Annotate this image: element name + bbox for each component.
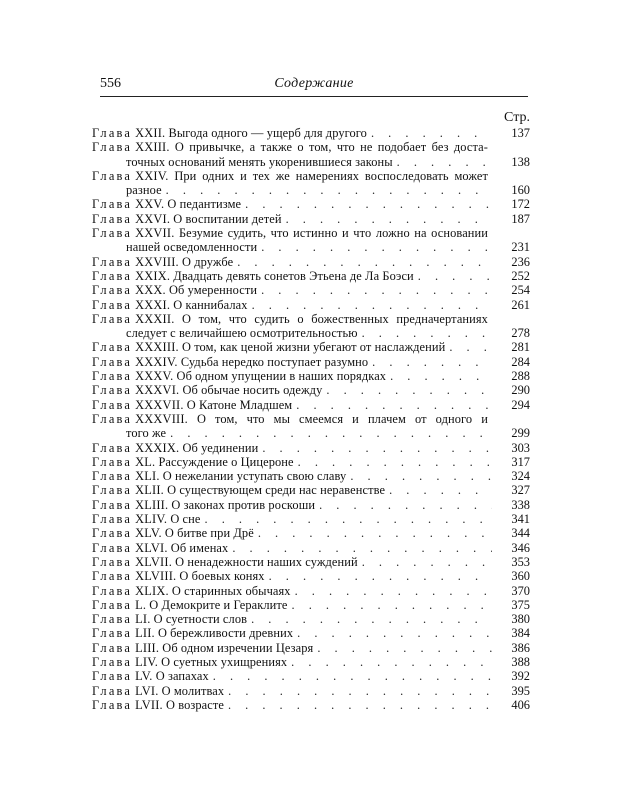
chapter-number: XXVIII. (135, 254, 179, 269)
toc-entry-line (92, 498, 530, 512)
chapter-title: Об именах (170, 540, 229, 555)
toc-entry-line (92, 226, 530, 240)
page-ref: 284 (511, 354, 530, 369)
toc-entry (92, 412, 530, 441)
chapter-number: XXXI. (135, 297, 171, 312)
page-ref: 187 (511, 211, 530, 226)
leader-dots (298, 455, 492, 469)
page-header (100, 76, 528, 94)
page-ref: 290 (511, 383, 530, 398)
page-ref: 231 (511, 240, 530, 255)
page-ref: 288 (511, 369, 530, 384)
leader-dots (449, 340, 492, 354)
page-column-heading: Стр. (504, 110, 530, 125)
toc-entry (92, 469, 530, 483)
header-rule (100, 96, 528, 97)
chapter-label: Глава (92, 526, 133, 541)
toc-entry (92, 383, 530, 397)
chapter-number: XLVIII. (135, 569, 177, 584)
toc-entry-line (92, 140, 530, 154)
chapter-title: Об одном изречении Цезаря (162, 640, 314, 655)
leader-dots (228, 698, 492, 712)
toc-entry-line (92, 512, 530, 526)
chapter-label: Глава (92, 612, 133, 627)
chapter-label: Глава (92, 669, 133, 684)
chapter-title: О законах против роскоши (171, 497, 316, 512)
page-ref: 360 (511, 569, 530, 584)
page-ref: 388 (511, 654, 530, 669)
chapter-label: Глава (92, 483, 133, 498)
page-ref: 137 (511, 126, 530, 140)
chapter-number: XXV. (135, 197, 165, 212)
toc-entry-line (92, 641, 530, 655)
chapter-label: Глава (92, 211, 133, 226)
leader-dots (297, 626, 492, 640)
chapter-label: Глава (92, 440, 133, 455)
leader-dots (372, 355, 492, 369)
toc-entry (92, 398, 530, 412)
leader-dots (350, 469, 492, 483)
page-ref: 299 (511, 426, 530, 441)
chapter-label: Глава (92, 626, 133, 641)
toc-entry (92, 655, 530, 669)
chapter-title: О сне (170, 512, 201, 527)
toc-entry-line (92, 197, 530, 211)
toc-entry (92, 355, 530, 369)
chapter-number: XLIV. (135, 512, 168, 527)
chapter-label: Глава (92, 597, 133, 612)
chapter-label: Глава (92, 469, 133, 484)
chapter-label: Глава (92, 254, 133, 269)
page-ref: 278 (511, 326, 530, 341)
toc-entry-line (92, 212, 530, 226)
toc-entry-line (92, 298, 530, 312)
page-ref: 380 (511, 612, 530, 627)
page-ref: 392 (511, 669, 530, 684)
chapter-title: Об уединении (182, 440, 259, 455)
chapter-number: XLII. (135, 483, 164, 498)
page-ref: 303 (511, 440, 530, 455)
toc-entry-line (92, 383, 530, 397)
page-ref: 386 (511, 640, 530, 655)
chapter-label: Глава (92, 683, 133, 698)
chapter-number: XXXVIII. (135, 411, 188, 426)
toc-entry-line (92, 469, 530, 483)
chapter-label: Глава (92, 697, 133, 712)
page-number: 556 (100, 76, 121, 91)
chapter-number: LVI. (135, 683, 159, 698)
chapter-title: О педантизме (167, 197, 242, 212)
leader-dots (170, 426, 492, 440)
toc-entry (92, 269, 530, 283)
leader-dots (397, 155, 492, 169)
toc-entry (92, 312, 530, 341)
chapter-label: Глава (92, 369, 133, 384)
page-ref: 294 (511, 397, 530, 412)
leader-dots (261, 240, 492, 254)
page-ref: 172 (511, 197, 530, 212)
chapter-title-continuation: следует с величайшею осмотрительностью (126, 326, 358, 341)
page-ref: 406 (511, 697, 530, 712)
toc-entry (92, 197, 530, 211)
toc-entry (92, 584, 530, 598)
chapter-number: XXXVI. (135, 383, 180, 398)
page-ref: 138 (511, 154, 530, 169)
toc-entry (92, 669, 530, 683)
toc-entry-line (92, 169, 530, 183)
page-ref: 254 (511, 283, 530, 298)
leader-dots (232, 541, 492, 555)
chapter-label: Глава (92, 569, 133, 584)
running-title: Содержание (274, 76, 354, 91)
chapter-label: Глава (92, 340, 133, 355)
toc-entry-line (92, 369, 530, 383)
chapter-title: О том, что судить о божественных предначертаниях (182, 311, 488, 326)
chapter-number: XLVI. (135, 540, 168, 555)
toc-entry (92, 526, 530, 540)
chapter-title: О суетности слов (153, 612, 248, 627)
leader-dots (296, 398, 492, 412)
chapter-number: XXIX. (135, 268, 171, 283)
toc-entry (92, 612, 530, 626)
chapter-title: О молитвах (161, 683, 225, 698)
chapter-title: О Демокрите и Гераклите (149, 597, 288, 612)
chapter-label: Глава (92, 354, 133, 369)
chapter-number: XXXIX. (135, 440, 180, 455)
chapter-title: О нежелании уступать свою славу (162, 469, 347, 484)
table-of-contents (92, 126, 530, 712)
chapter-number: XLVII. (135, 554, 172, 569)
chapter-title: Судьба нередко поступает разумно (180, 354, 369, 369)
chapter-title: О бережливости древних (157, 626, 294, 641)
chapter-number: LI. (135, 612, 151, 627)
toc-entry-line (92, 283, 530, 297)
chapter-label: Глава (92, 512, 133, 527)
chapter-title: Об одном упущении в наших порядках (176, 369, 387, 384)
chapter-number: XLIX. (135, 583, 169, 598)
chapter-number: LII. (135, 626, 155, 641)
toc-entry (92, 283, 530, 297)
chapter-title: О боевых конях (179, 569, 265, 584)
chapter-number: XLIII. (135, 497, 169, 512)
chapter-number: XLV. (135, 526, 162, 541)
toc-entry-line (92, 541, 530, 555)
toc-entry (92, 255, 530, 269)
toc-entry-line (92, 398, 530, 412)
toc-entry-line (92, 126, 530, 140)
leader-dots (258, 526, 492, 540)
chapter-label: Глава (92, 168, 133, 183)
toc-entry (92, 483, 530, 497)
chapter-label: Глава (92, 454, 133, 469)
page-ref: 236 (511, 254, 530, 269)
toc-entry (92, 212, 530, 226)
chapter-title: О том, что мы смеемся и плачем от одного и (196, 411, 488, 426)
chapter-number: XXXV. (135, 369, 174, 384)
leader-dots (362, 555, 492, 569)
chapter-title: Двадцать девять сонетов Этьена де Ла Боэси (173, 268, 414, 283)
chapter-label: Глава (92, 297, 133, 312)
chapter-title: О дружбе (181, 254, 234, 269)
chapter-title: О запахах (155, 669, 209, 684)
page-ref: 317 (511, 454, 530, 469)
chapter-number: XXIV. (135, 168, 169, 183)
leader-dots (252, 298, 492, 312)
page-ref: 384 (511, 626, 530, 641)
chapter-title: О существующем среди нас неравенстве (167, 483, 386, 498)
chapter-title: О каннибалах (173, 297, 248, 312)
toc-entry (92, 441, 530, 455)
chapter-number: XXVI. (135, 211, 171, 226)
chapter-label: Глава (92, 226, 133, 241)
chapter-title: О старинных обычаях (171, 583, 291, 598)
toc-entry (92, 541, 530, 555)
chapter-title-continuation: того же (126, 426, 167, 441)
toc-entry (92, 126, 530, 140)
page-ref: 160 (511, 183, 530, 198)
leader-dots (228, 684, 492, 698)
chapter-label: Глава (92, 540, 133, 555)
chapter-title: О ненадежности наших суждений (175, 554, 358, 569)
toc-entry-line (92, 669, 530, 683)
leader-dots (292, 598, 492, 612)
chapter-number: XXII. (135, 126, 166, 140)
chapter-title: О суетных ухищрениях (161, 654, 288, 669)
toc-entry (92, 169, 530, 198)
chapter-number: XL. (135, 454, 156, 469)
toc-entry-continuation (92, 426, 530, 440)
toc-entry (92, 226, 530, 255)
toc-entry-line (92, 355, 530, 369)
chapter-number: XXXII. (135, 311, 175, 326)
chapter-label: Глава (92, 311, 133, 326)
chapter-number: LIII. (135, 640, 160, 655)
chapter-label: Глава (92, 640, 133, 655)
leader-dots (286, 212, 492, 226)
toc-entry-line (92, 598, 530, 612)
chapter-label: Глава (92, 397, 133, 412)
toc-entry-line (92, 655, 530, 669)
leader-dots (291, 655, 492, 669)
toc-entry (92, 455, 530, 469)
toc-entry (92, 684, 530, 698)
toc-entry-line (92, 269, 530, 283)
toc-entry (92, 598, 530, 612)
toc-entry (92, 298, 530, 312)
chapter-label: Глава (92, 383, 133, 398)
chapter-title: Рассуждение о Цицероне (158, 454, 294, 469)
page-ref: 281 (511, 340, 530, 355)
toc-entry-line (92, 455, 530, 469)
leader-dots (319, 498, 492, 512)
toc-entry-continuation (92, 155, 530, 169)
toc-entry (92, 340, 530, 354)
chapter-number: XXXVII. (135, 397, 184, 412)
leader-dots (326, 383, 492, 397)
leader-dots (213, 669, 492, 683)
toc-entry-line (92, 684, 530, 698)
toc-entry (92, 698, 530, 712)
page-ref: 338 (511, 497, 530, 512)
chapter-title: О битве при Дрё (164, 526, 254, 541)
page-ref: 375 (511, 597, 530, 612)
page-ref: 261 (511, 297, 530, 312)
chapter-title: О воспитании детей (173, 211, 282, 226)
chapter-title: Безумие судить, что истинно и что ложно на основании (178, 226, 488, 241)
toc-entry-line (92, 441, 530, 455)
chapter-number: L. (135, 597, 147, 612)
toc-entry (92, 626, 530, 640)
leader-dots (295, 584, 492, 598)
chapter-label: Глава (92, 554, 133, 569)
toc-entry-line (92, 698, 530, 712)
toc-entry (92, 555, 530, 569)
chapter-number: XLI. (135, 469, 160, 484)
chapter-title: О возрасте (165, 697, 224, 712)
toc-entry-line (92, 483, 530, 497)
page-ref: 324 (511, 469, 530, 484)
toc-entry-line (92, 555, 530, 569)
page-ref: 395 (511, 683, 530, 698)
chapter-label: Глава (92, 283, 133, 298)
toc-entry-line (92, 340, 530, 354)
toc-entry-continuation (92, 326, 530, 340)
chapter-title: О том, как ценой жизни убегают от наслаждений (181, 340, 446, 355)
leader-dots (166, 183, 492, 197)
chapter-number: XXX. (135, 283, 166, 298)
leader-dots (251, 612, 492, 626)
toc-entry-line (92, 626, 530, 640)
leader-dots (362, 326, 492, 340)
chapter-title: При одних и тех же намерениях воспоследовать может (174, 168, 488, 183)
leader-dots (245, 197, 492, 211)
chapter-title: О привычке, а также о том, что не подобает без доста- (174, 140, 488, 155)
leader-dots (389, 483, 492, 497)
leader-dots (371, 126, 492, 140)
chapter-title-continuation: точных оснований менять укоренившиеся законы (126, 154, 393, 169)
chapter-title-continuation: разное (126, 183, 162, 198)
chapter-label: Глава (92, 140, 133, 155)
leader-dots (269, 569, 492, 583)
chapter-number: LV. (135, 669, 153, 684)
page-ref: 344 (511, 526, 530, 541)
chapter-title-continuation: нашей осведомленности (126, 240, 258, 255)
leader-dots (261, 283, 492, 297)
page-ref: 353 (511, 554, 530, 569)
chapter-number: LIV. (135, 654, 159, 669)
leader-dots (418, 269, 492, 283)
toc-entry (92, 569, 530, 583)
toc-entry-line (92, 312, 530, 326)
chapter-number: XXVII. (135, 226, 175, 241)
toc-entry-line (92, 412, 530, 426)
toc-entry (92, 641, 530, 655)
leader-dots (205, 512, 493, 526)
chapter-title: Об обычае носить одежду (182, 383, 323, 398)
chapter-title: Выгода одного — ущерб для другого (168, 126, 367, 140)
leader-dots (237, 255, 492, 269)
chapter-label: Глава (92, 654, 133, 669)
chapter-label: Глава (92, 497, 133, 512)
chapter-number: XXXIV. (135, 354, 178, 369)
chapter-number: LVII. (135, 697, 163, 712)
chapter-number: XXIII. (135, 140, 170, 155)
leader-dots (262, 441, 492, 455)
toc-entry-line (92, 584, 530, 598)
toc-entry-line (92, 255, 530, 269)
toc-entry-line (92, 526, 530, 540)
page-ref: 346 (511, 540, 530, 555)
chapter-title: О Катоне Младшем (186, 397, 293, 412)
chapter-label: Глава (92, 583, 133, 598)
page-ref: 327 (511, 483, 530, 498)
toc-entry-continuation (92, 183, 530, 197)
page-ref: 341 (511, 512, 530, 527)
toc-entry-line (92, 569, 530, 583)
page-ref: 370 (511, 583, 530, 598)
chapter-title: Об умеренности (168, 283, 258, 298)
toc-entry (92, 369, 530, 383)
leader-dots (390, 369, 492, 383)
toc-entry (92, 512, 530, 526)
toc-entry-continuation (92, 240, 530, 254)
chapter-number: XXXIII. (135, 340, 179, 355)
chapter-label: Глава (92, 126, 133, 140)
chapter-label: Глава (92, 411, 133, 426)
toc-entry (92, 140, 530, 169)
chapter-label: Глава (92, 197, 133, 212)
toc-entry (92, 498, 530, 512)
chapter-label: Глава (92, 268, 133, 283)
leader-dots (317, 641, 492, 655)
toc-entry-line (92, 612, 530, 626)
page-ref: 252 (511, 268, 530, 283)
